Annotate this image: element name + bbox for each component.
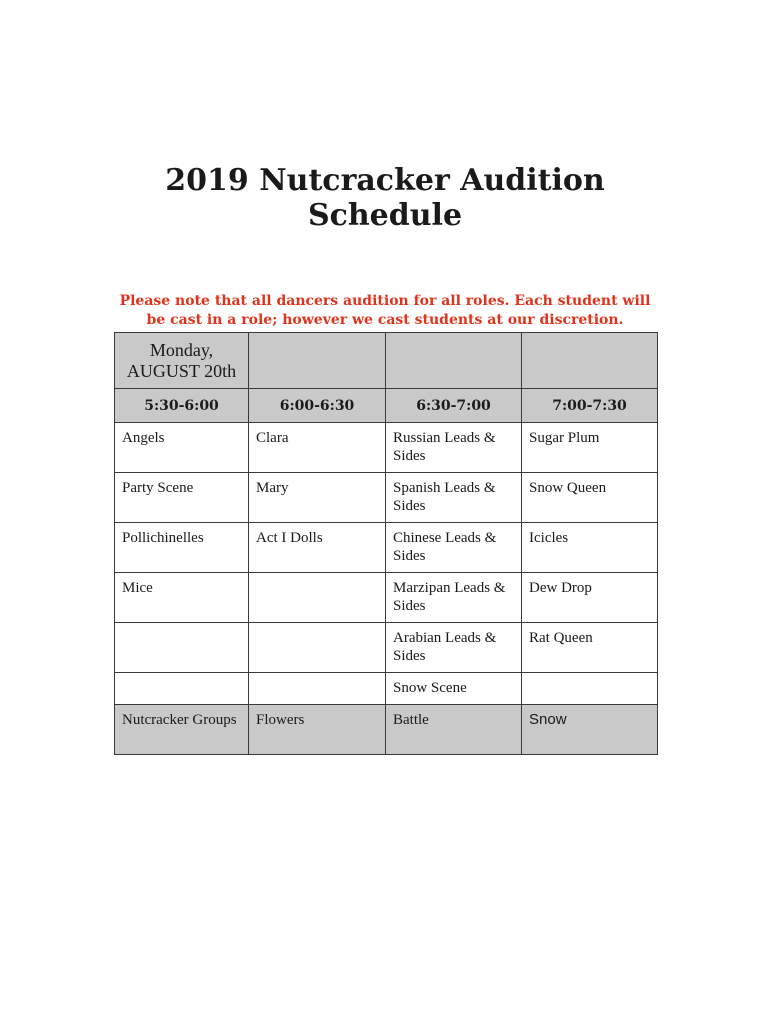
title-line-1: 2019 Nutcracker Audition [165, 163, 605, 198]
role-cell: Snow Queen [522, 473, 658, 523]
role-cell [249, 673, 386, 705]
table-row [115, 473, 658, 523]
time-slot-header: 5:30-6:00 [115, 389, 249, 423]
note-line-2: be cast in a role; however we cast students at our discretion. [146, 312, 624, 328]
role-cell: Pollichinelles [115, 523, 249, 573]
role-cell: Clara [249, 423, 386, 473]
table-row [115, 423, 658, 473]
day-label: Monday, [149, 340, 214, 360]
page-title [0, 163, 770, 233]
title-line-2: Schedule [307, 198, 463, 233]
day-header-cell [115, 333, 249, 389]
group-cell: Snow [522, 705, 658, 755]
time-slot-header: 6:00-6:30 [249, 389, 386, 423]
role-cell: Arabian Leads & Sides [386, 623, 522, 673]
role-cell [115, 623, 249, 673]
group-cell: Nutcracker Groups [115, 705, 249, 755]
table-row [115, 573, 658, 623]
role-cell: Act I Dolls [249, 523, 386, 573]
role-cell: Rat Queen [522, 623, 658, 673]
role-cell: Angels [115, 423, 249, 473]
time-slot-header: 6:30-7:00 [386, 389, 522, 423]
audition-note [0, 292, 770, 330]
time-slot-row [115, 389, 658, 423]
role-cell: Marzipan Leads & Sides [386, 573, 522, 623]
note-line-1: Please note that all dancers audition for all roles. Each student will [119, 293, 651, 309]
schedule-table [114, 332, 658, 755]
role-cell: Russian Leads & Sides [386, 423, 522, 473]
nutcracker-groups-row [115, 705, 658, 755]
role-cell [522, 673, 658, 705]
empty-header-cell [522, 333, 658, 389]
role-cell: Dew Drop [522, 573, 658, 623]
table-row [115, 673, 658, 705]
date-label: AUGUST 20th [126, 361, 237, 381]
time-slot-header: 7:00-7:30 [522, 389, 658, 423]
group-cell: Flowers [249, 705, 386, 755]
day-header-row [115, 333, 658, 389]
empty-header-cell [249, 333, 386, 389]
group-cell: Battle [386, 705, 522, 755]
role-cell: Party Scene [115, 473, 249, 523]
empty-header-cell [386, 333, 522, 389]
table-row [115, 623, 658, 673]
role-cell: Icicles [522, 523, 658, 573]
role-cell: Snow Scene [386, 673, 522, 705]
role-cell [249, 573, 386, 623]
role-cell: Spanish Leads & Sides [386, 473, 522, 523]
role-cell: Mice [115, 573, 249, 623]
table-row [115, 523, 658, 573]
role-cell: Chinese Leads & Sides [386, 523, 522, 573]
role-cell [115, 673, 249, 705]
role-cell: Mary [249, 473, 386, 523]
role-cell: Sugar Plum [522, 423, 658, 473]
role-cell [249, 623, 386, 673]
